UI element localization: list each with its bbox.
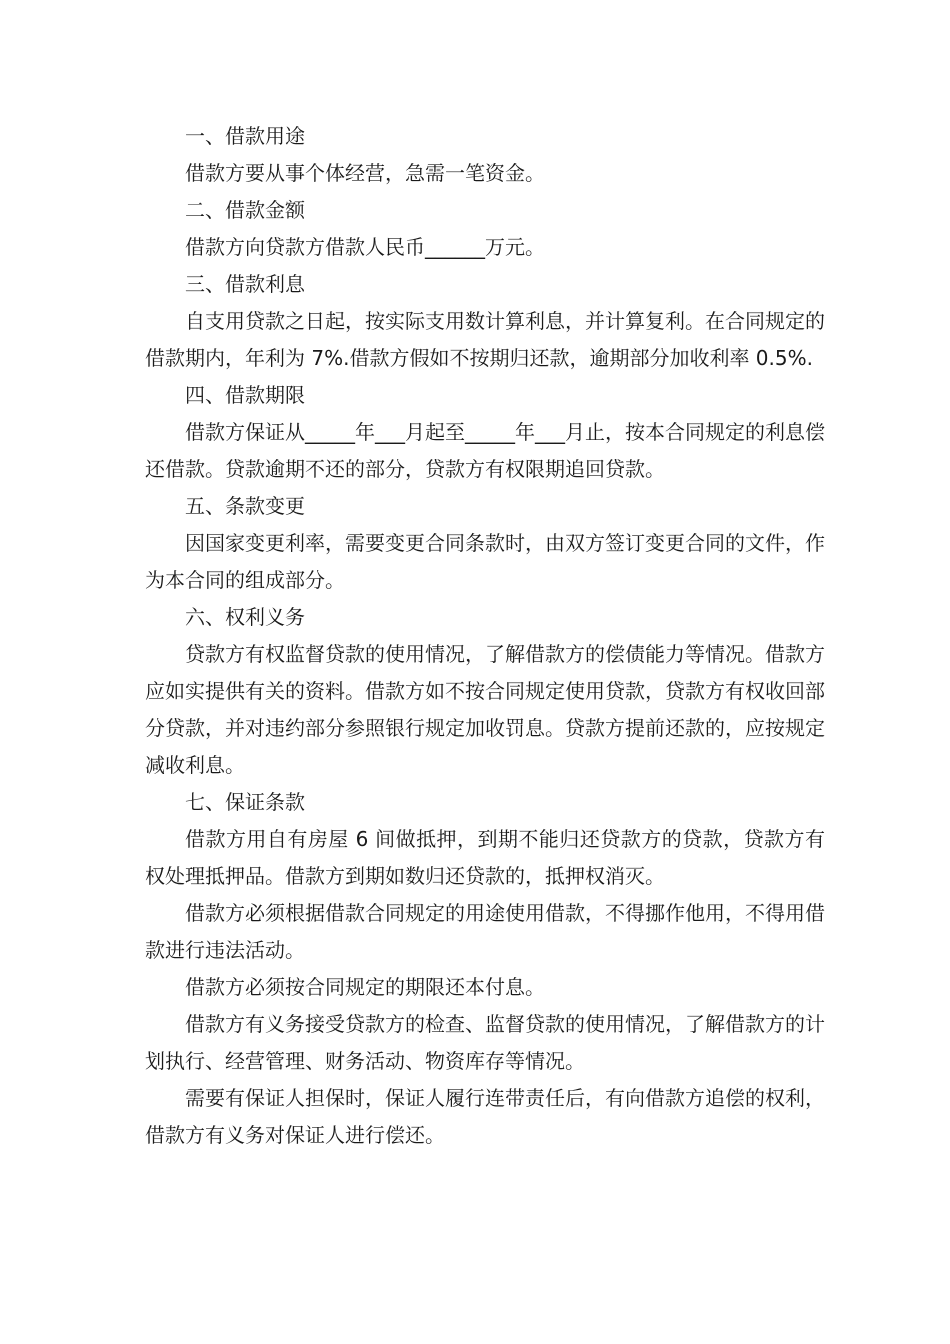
section-paragraph: 借款方必须按合同规定的期限还本付息。 bbox=[185, 975, 545, 999]
section-paragraph: 借款方有义务接受贷款方的检查、监督贷款的使用情况，了解借款方的计划执行、经营管理、财务活动、物资库存等情况。 bbox=[145, 1012, 825, 1073]
section-paragraph: 借款方要从事个体经营，急需一笔资金。 bbox=[185, 161, 545, 185]
section-paragraph: 借款方必须根据借款合同规定的用途使用借款，不得挪作他用，不得用借款进行违法活动。 bbox=[145, 901, 825, 962]
section-heading-interest: 三、借款利息 bbox=[185, 272, 305, 296]
section-heading-changes: 五、条款变更 bbox=[185, 494, 305, 518]
section-paragraph: 借款方向贷款方借款人民币______万元。 bbox=[185, 235, 545, 259]
section-paragraph: 借款方用自有房屋 6 间做抵押，到期不能归还贷款方的贷款，贷款方有权处理抵押品。借款方到期如数归还贷款的，抵押权消灭。 bbox=[145, 827, 825, 888]
section-paragraph: 需要有保证人担保时，保证人履行连带责任后，有向借款方追偿的权利，借款方有义务对保证人进行偿还。 bbox=[145, 1086, 825, 1147]
section-heading-guarantee: 七、保证条款 bbox=[185, 790, 305, 814]
section-heading-term: 四、借款期限 bbox=[185, 383, 305, 407]
section-paragraph: 借款方保证从_____年___月起至_____年___月止，按本合同规定的利息偿还借款。贷款逾期不还的部分，贷款方有权限期追回贷款。 bbox=[145, 420, 825, 481]
document-body bbox=[145, 118, 825, 1154]
section-heading-amount: 二、借款金额 bbox=[185, 198, 305, 222]
section-paragraph: 自支用贷款之日起，按实际支用数计算利息，并计算复利。在合同规定的借款期内，年利为 7%.借款方假如不按期归还款，逾期部分加收利率 0.5%. bbox=[145, 309, 825, 370]
section-heading-purpose: 一、借款用途 bbox=[185, 124, 305, 148]
section-paragraph: 因国家变更利率，需要变更合同条款时，由双方签订变更合同的文件，作为本合同的组成部分。 bbox=[145, 531, 825, 592]
section-heading-rights: 六、权利义务 bbox=[185, 605, 305, 629]
section-paragraph: 贷款方有权监督贷款的使用情况，了解借款方的偿债能力等情况。借款方应如实提供有关的资料。借款方如不按合同规定使用贷款，贷款方有权收回部分贷款，并对违约部分参照银行规定加收罚息。贷款方提前还款的，应按规定减收利息。 bbox=[145, 642, 825, 777]
